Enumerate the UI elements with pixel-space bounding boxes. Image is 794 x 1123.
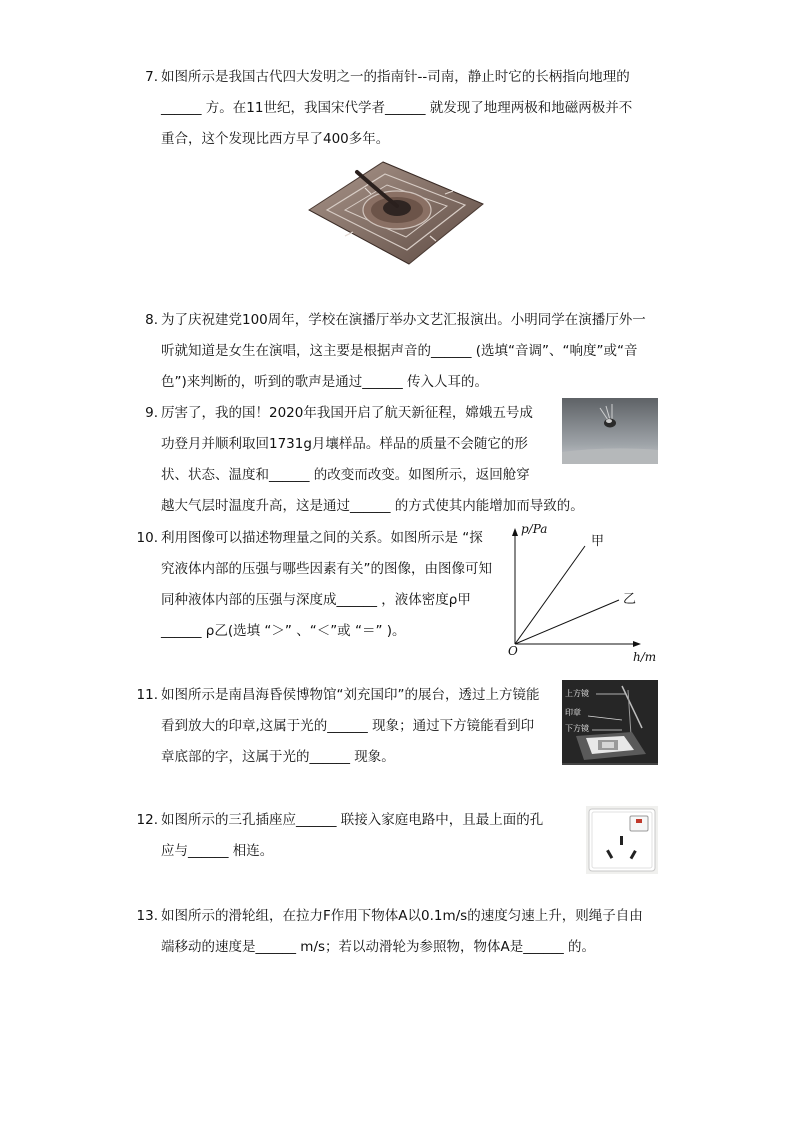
label-lower-mirror: 下方镜	[565, 724, 589, 733]
socket-image	[586, 806, 658, 874]
question-text: 为了庆祝建党100周年，学校在演播厅举办文艺汇报演出。小明同学在演播厅外一 听就知道是女生在演唱，这主要是根据声音的______ (选填“音调”、“响度”或“音 色”)来判断的，听到的歌声是通过______ 传入人耳的。	[161, 312, 646, 390]
question-text: 如图所示的三孔插座应______ 联接入家庭电路中，且最上面的孔 应与______ 相连。	[161, 812, 544, 859]
pressure-depth-graph	[503, 520, 663, 670]
origin-label: O	[508, 644, 518, 658]
x-axis-arrow	[633, 641, 641, 647]
question-number: 12.	[136, 812, 158, 828]
question-number: 13.	[136, 908, 158, 924]
y-axis-arrow	[512, 528, 518, 536]
y-axis-label: p/Pa	[521, 522, 548, 536]
question-text: 利用图像可以描述物理量之间的关系。如图所示是 “探 究液体内部的压强与哪些因素有关”的图像，由图像可知 同种液体内部的压强与深度成______ ，液体密度ρ甲 ______ ρ乙(选填 “＞” 、“＜”或 “＝” )。	[161, 530, 492, 639]
museum-seal-image	[562, 680, 658, 765]
line-yi-label: 乙	[623, 592, 637, 607]
compass-sinan-image	[305, 158, 487, 268]
line-jia-label: 甲	[591, 534, 605, 549]
question-number: 7.	[145, 69, 158, 85]
question-text: 如图所示的滑轮组，在拉力F作用下物体A以0.1m/s的速度匀速上升，则绳子自由 端移动的速度是______ m/s；若以动滑轮为参照物，物体A是______ 的。	[161, 908, 643, 955]
question-number: 9.	[145, 405, 158, 421]
question-text: 厉害了，我的国！2020年我国开启了航天新征程，嫦娥五号成 功登月并顺利取回1731g月壤样品。样品的质量不会随它的形 状、状态、温度和______ 的改变而改变。如图所示，返回舱穿 越大气层时温度升高，这是通过______ 的方式使其内能增加而导致的。	[161, 405, 584, 514]
question-text: 如图所示是南昌海昏侯博物馆“刘充国印”的展台，透过上方镜能 看到放大的印章,这属于光的______ 现象；通过下方镜能看到印 章底部的字，这属于光的______ 现象。	[161, 687, 540, 765]
label-upper-mirror: 上方镜	[565, 689, 589, 698]
question-text: 如图所示是我国古代四大发明之一的指南针--司南，静止时它的长柄指向地理的 ______ 方。在11世纪，我国宋代学者______ 就发现了地理两极和地磁两极并不 重合，这个发现比西方早了400多年。	[161, 69, 633, 147]
x-axis-label: h/m	[633, 650, 657, 664]
question-number: 11.	[136, 687, 158, 703]
capsule-image	[562, 398, 658, 464]
question-number: 10.	[136, 530, 158, 546]
question-number: 8.	[145, 312, 158, 328]
label-seal: 印章	[565, 708, 581, 717]
